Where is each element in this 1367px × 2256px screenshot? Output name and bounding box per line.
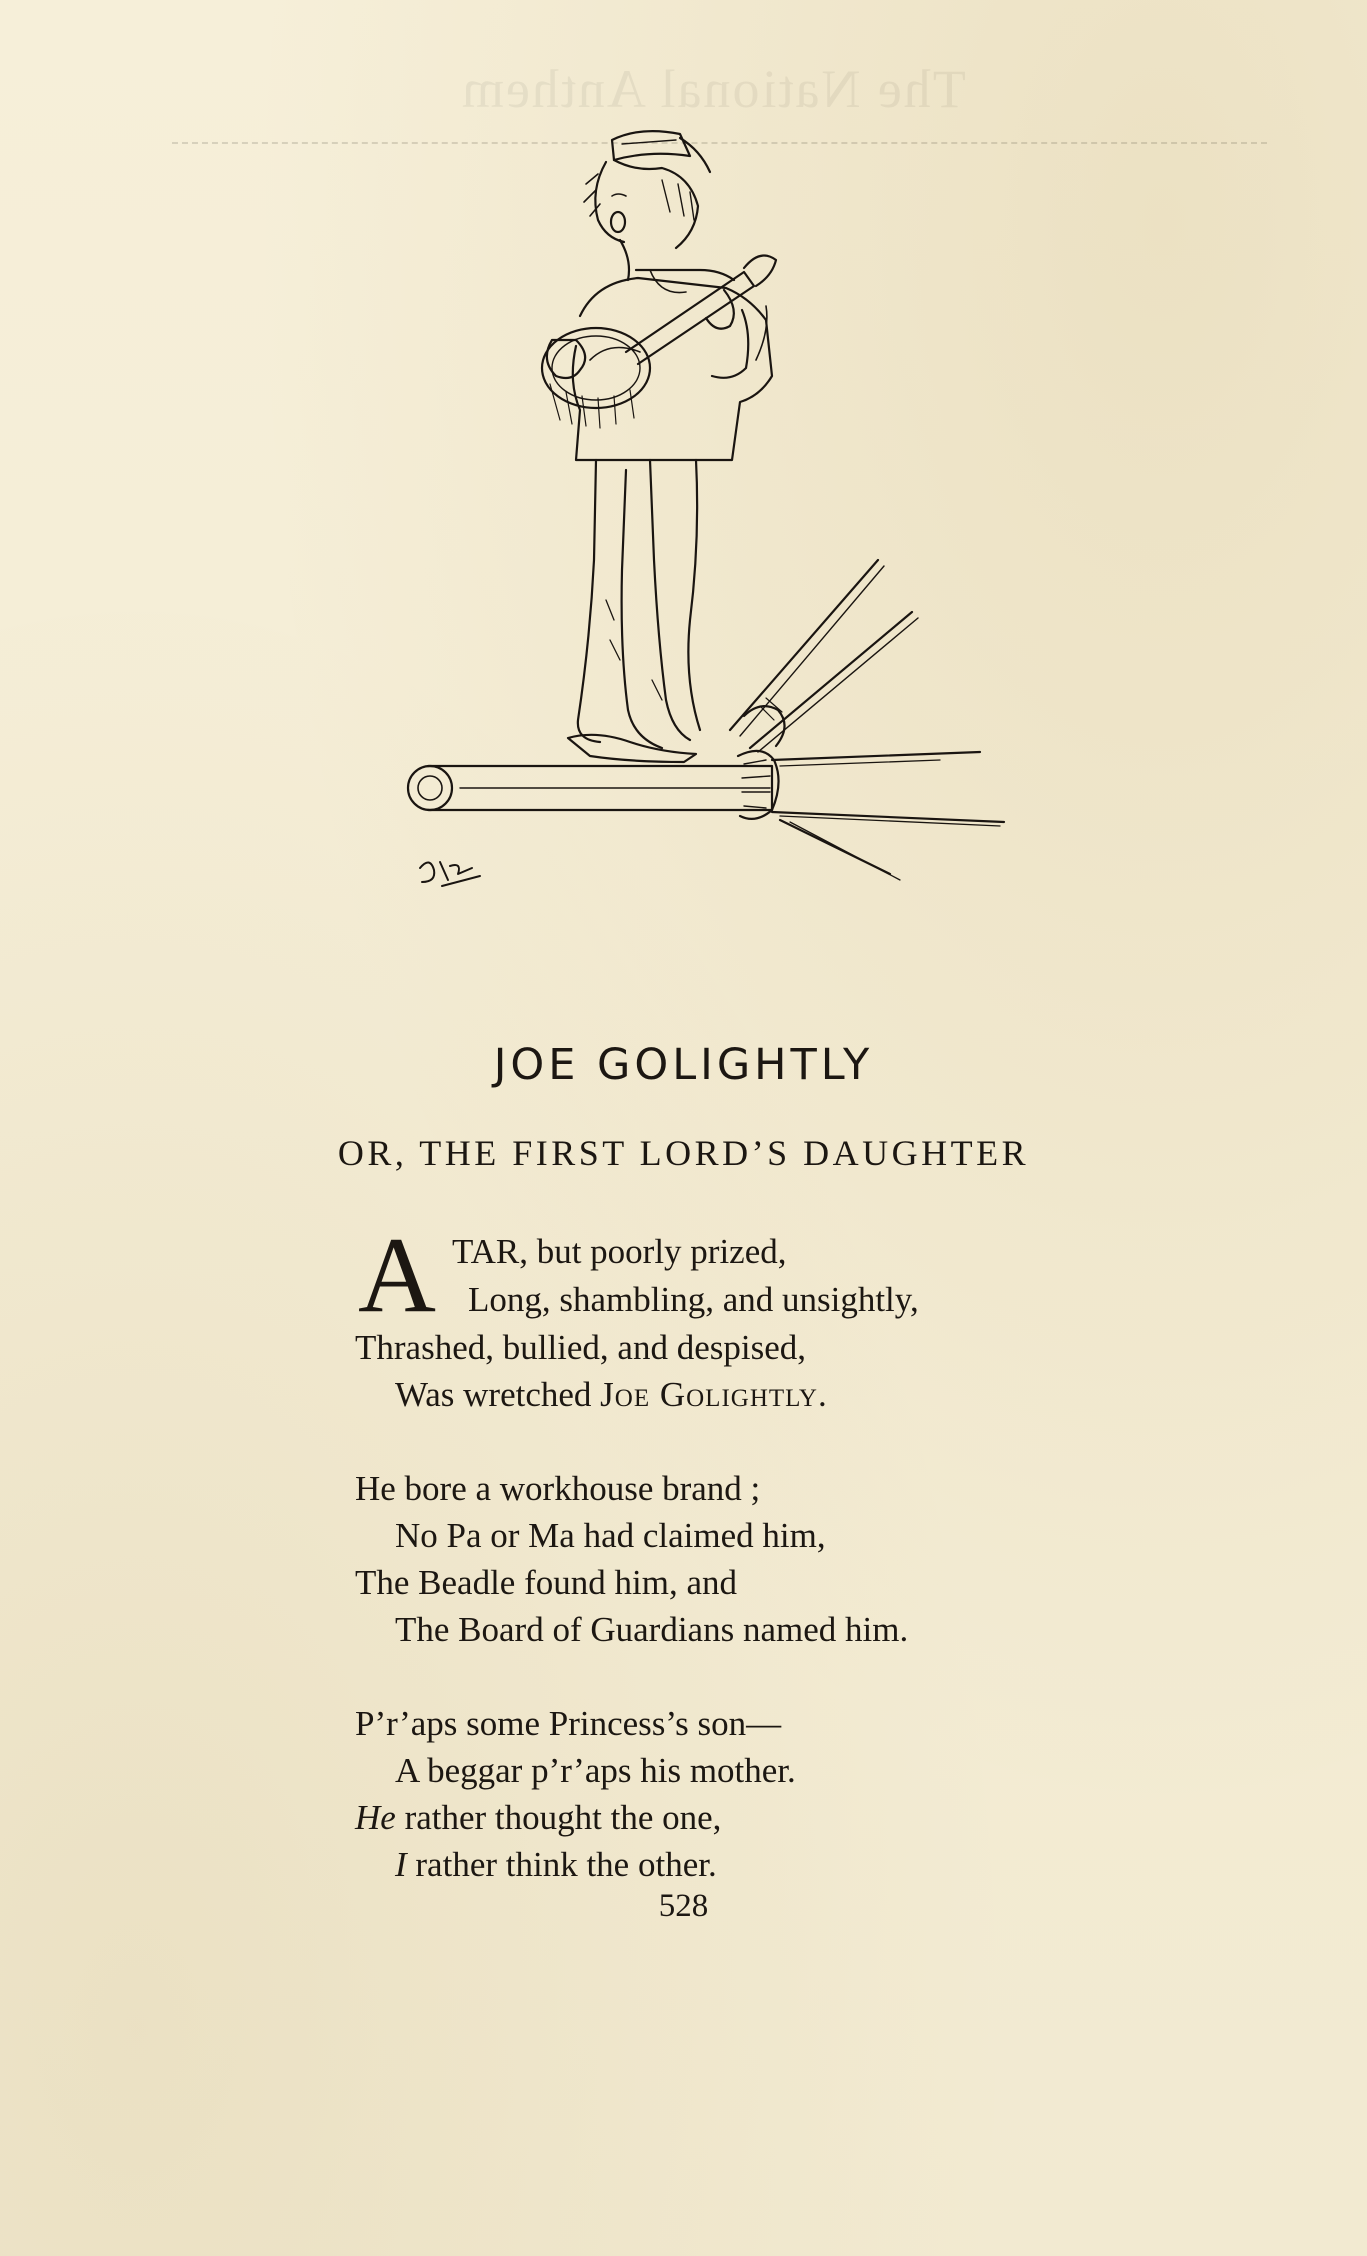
page-number: 528: [658, 1888, 709, 1924]
poem-line: The Board of Guardians named him.: [395, 1610, 909, 1649]
poem-line: Thrashed, bullied, and despised,: [355, 1328, 807, 1367]
poem-line: A beggar p’r’aps his mother.: [395, 1751, 796, 1790]
poem-line: Was wretched Joe Golightly.: [395, 1375, 827, 1414]
poem-line: Long, shambling, and unsightly,: [468, 1280, 919, 1319]
poem-line: The Beadle found him, and: [355, 1563, 737, 1602]
poem-line: No Pa or Ma had claimed him,: [395, 1516, 826, 1555]
poem-subtitle: OR, THE FIRST LORD’S DAUGHTER: [337, 1133, 1030, 1173]
poem-line: He rather thought the one,: [355, 1798, 722, 1837]
show-through-text: The National Anthem: [460, 59, 966, 119]
poem-line: He bore a workhouse brand ;: [355, 1469, 761, 1508]
sailor-banjo-illustration: [400, 120, 1020, 900]
drop-cap: A: [358, 1216, 436, 1335]
poem-title: JOE GOLIGHTLY: [493, 1040, 874, 1090]
poem-line: TAR, but poorly prized,: [452, 1232, 787, 1271]
poem-line: P’r’aps some Princess’s son—: [355, 1704, 782, 1743]
poem-line: I rather think the other.: [395, 1845, 717, 1884]
